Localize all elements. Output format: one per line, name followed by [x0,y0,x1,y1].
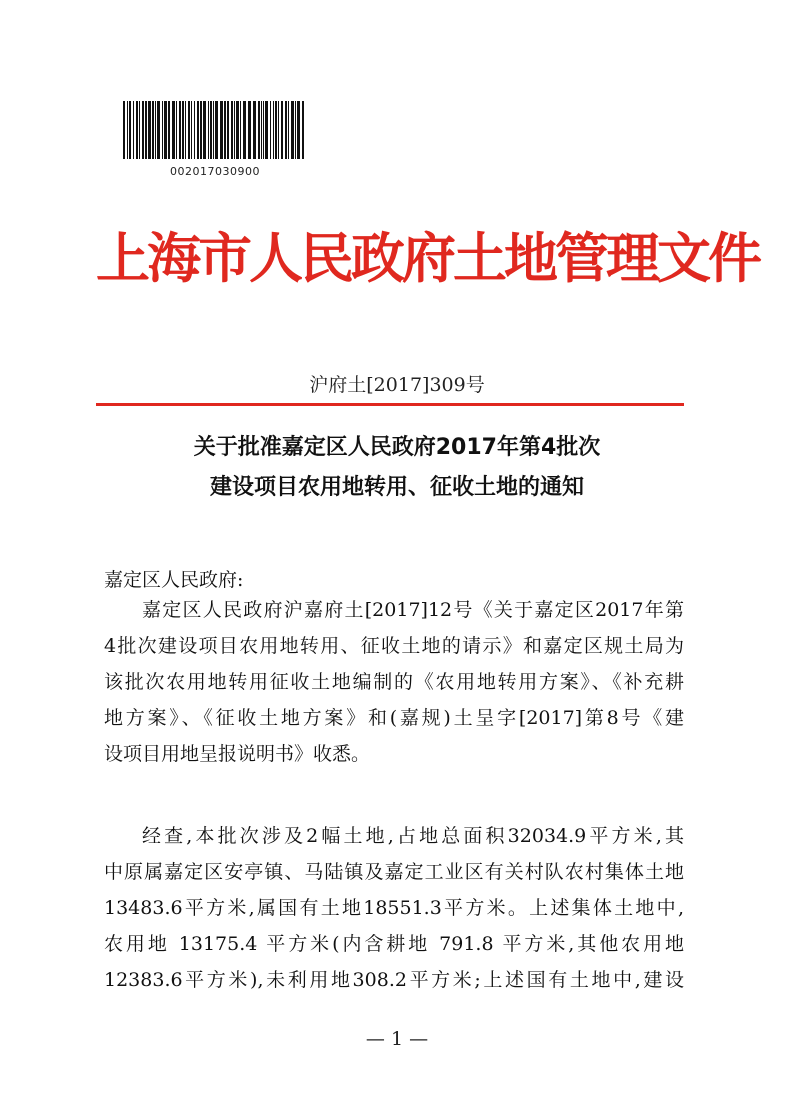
paragraph-line: 嘉定区人民政府沪嘉府土[2017]12号《关于嘉定区2017年第 [142,599,684,621]
barcode-stripe [210,101,212,159]
barcode-stripe [227,101,229,159]
barcode-stripe [240,101,241,159]
barcode-stripe [243,101,246,159]
barcode-stripe [172,101,175,159]
barcode-stripe [194,101,195,159]
barcode-stripe [185,101,186,159]
barcode-stripe [270,101,271,159]
barcode-stripe [155,101,156,159]
barcode-stripe [285,101,287,159]
barcode-stripe [234,101,235,159]
barcode-stripe [182,101,184,159]
barcode-stripe [179,101,181,159]
barcode-number: 002017030900 [170,165,260,178]
barcode-stripe [208,101,209,159]
barcode-stripe [200,101,202,159]
barcode-stripe [224,101,226,159]
barcode-stripe [157,101,160,159]
barcode-stripe [291,101,294,159]
barcode-stripe [231,101,233,159]
barcode-stripe [152,101,154,159]
paragraph-line: 经查,本批次涉及2幅土地,占地总面积32034.9平方米,其 [142,825,684,847]
page-number: — 1 — [365,1028,429,1050]
masthead-title: 上海市人民政府土地管理文件 [96,226,759,290]
barcode-stripe [297,101,300,159]
barcode-stripe [133,101,134,159]
paragraph-line: 13483.6平方米,属国有土地18551.3平方米。上述集体土地中, [104,897,684,919]
barcode-stripe [248,101,251,159]
barcode-stripe [236,101,239,159]
paragraph-line: 12383.6平方米),未利用地308.2平方米;上述国有土地中,建设 [104,969,684,991]
paragraph-line: 中原属嘉定区安亭镇、马陆镇及嘉定工业区有关村队农村集体土地 [104,861,684,883]
barcode-stripe [142,101,144,159]
barcode-stripe [253,101,256,159]
barcode-stripe [191,101,192,159]
barcode-stripe [302,101,304,159]
salutation: 嘉定区人民政府: [104,569,244,591]
document-number: 沪府土[2017]309号 [309,374,485,396]
barcode-stripe [261,101,262,159]
barcode-stripe [265,101,268,159]
barcode-stripe [145,101,147,159]
barcode-stripe [164,101,167,159]
barcode-stripe [168,101,170,159]
barcode-stripe [188,101,190,159]
barcode-stripe [213,101,214,159]
barcode-stripe [197,101,199,159]
barcode [123,101,307,159]
barcode-stripe [295,101,296,159]
paragraph-line: 农用地 13175.4 平方米(内含耕地 791.8 平方米,其他农用地 [104,933,684,955]
barcode-stripe [127,101,128,159]
barcode-stripe [148,101,151,159]
barcode-stripe [129,101,131,159]
barcode-stripe [258,101,260,159]
barcode-stripe [278,101,279,159]
notice-title-line-1: 关于批准嘉定区人民政府2017年第4批次 [193,435,601,460]
barcode-stripe [123,101,125,159]
paragraph-2 [104,818,684,998]
barcode-stripe [162,101,163,159]
paragraph-line: 设项目用地呈报说明书》收悉。 [104,743,371,765]
barcode-stripe [288,101,289,159]
barcode-stripe [203,101,206,159]
paragraph-1 [104,592,684,772]
barcode-stripe [281,101,283,159]
barcode-stripe [220,101,223,159]
barcode-stripe [176,101,177,159]
barcode-stripe [263,101,264,159]
paragraph-line: 4批次建设项目农用地转用、征收土地的请示》和嘉定区规土局为 [104,635,684,657]
red-divider-line [96,403,684,406]
barcode-stripe [273,101,274,159]
barcode-stripe [136,101,138,159]
barcode-stripe [139,101,140,159]
barcode-stripe [215,101,218,159]
paragraph-line: 该批次农用地转用征收土地编制的《农用地转用方案》、《补充耕 [104,671,684,693]
paragraph-line: 地方案》、《征收土地方案》和(嘉规)土呈字[2017]第8号《建 [104,707,684,729]
barcode-stripe [275,101,277,159]
notice-title-line-2: 建设项目农用地转用、征收土地的通知 [209,475,584,500]
